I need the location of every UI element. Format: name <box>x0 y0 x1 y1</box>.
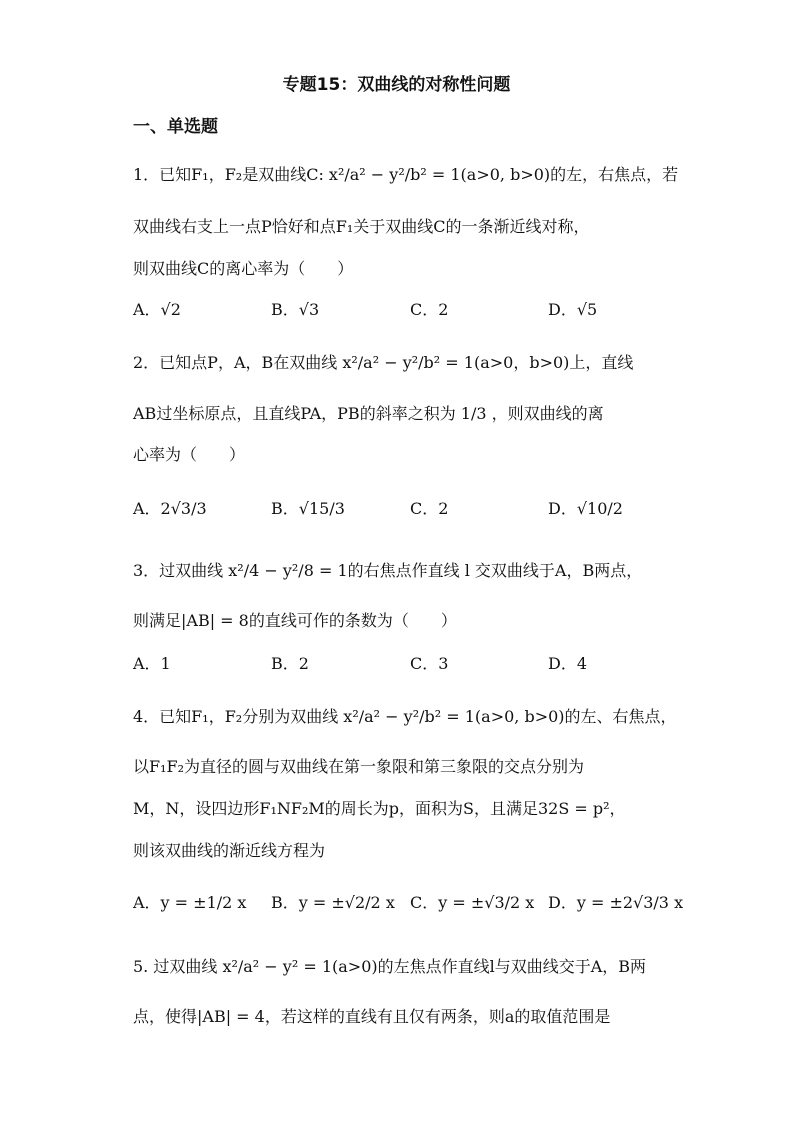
q1-option-a: A．√2 <box>133 300 181 319</box>
q3-option-b: B．2 <box>271 654 309 673</box>
q2-option-a: A．2√3/3 <box>133 499 207 518</box>
q2-option-d: D．√10/2 <box>548 499 623 518</box>
q4-line1: 4．已知F₁，F₂分别为双曲线 x²/a² − y²/b² = 1(a>0, b>0)的左、右焦点， <box>133 707 677 726</box>
q4-option-c: C．y = ±√3/2 x <box>410 893 535 912</box>
q2-option-c: C．2 <box>410 499 449 518</box>
q3-option-d: D．4 <box>548 654 588 673</box>
q5-line2: 点，使得|AB| = 4，若这样的直线有且仅有两条，则a的取值范围是 <box>133 1007 611 1026</box>
q3-option-c: C．3 <box>410 654 449 673</box>
q1-line2: 双曲线右支上一点P恰好和点F₁关于双曲线C的一条渐近线对称， <box>133 217 590 236</box>
q1-line1: 1．已知F₁，F₂是双曲线C: x²/a² − y²/b² = 1(a>0, b>0)的左，右焦点，若 <box>133 165 679 184</box>
q1-option-d: D．√5 <box>548 300 598 319</box>
q1-line3: 则双曲线C的离心率为（ ） <box>133 259 354 278</box>
q2-line2: AB过坐标原点，且直线PA，PB的斜率之积为 1/3 ，则双曲线的离 <box>133 404 604 423</box>
q2-line1: 2．已知点P，A，B在双曲线 x²/a² − y²/b² = 1(a>0，b>0)上，直线 <box>133 353 634 372</box>
q1-option-b: B．√3 <box>271 300 320 319</box>
q4-line3: M，N，设四边形F₁NF₂M的周长为p，面积为S，且满足32S = p²， <box>133 799 626 818</box>
q3-line1: 3．过双曲线 x²/4 − y²/8 = 1的右焦点作直线 l 交双曲线于A，B两点， <box>133 561 643 580</box>
q1-option-c: C．2 <box>410 300 449 319</box>
q4-line4: 则该双曲线的渐近线方程为 <box>133 841 326 860</box>
q5-line1: 5. 过双曲线 x²/a² − y² = 1(a>0)的左焦点作直线l与双曲线交于A，B两 <box>133 957 647 976</box>
q3-option-a: A．1 <box>133 654 171 673</box>
q2-option-b: B．√15/3 <box>271 499 345 518</box>
q4-option-a: A．y = ±1/2 x <box>133 893 247 912</box>
q4-line2: 以F₁F₂为直径的圆与双曲线在第一象限和第三象限的交点分别为 <box>133 757 585 776</box>
q2-line3: 心率为（ ） <box>133 445 246 464</box>
page-title: 专题15：双曲线的对称性问题 <box>282 75 511 95</box>
q4-option-d: D．y = ±2√3/3 x <box>548 893 684 912</box>
section-heading: 一、单选题 <box>133 117 218 137</box>
q4-option-b: B．y = ±√2/2 x <box>271 893 395 912</box>
q3-line2: 则满足|AB| = 8的直线可作的条数为（ ） <box>133 611 457 630</box>
